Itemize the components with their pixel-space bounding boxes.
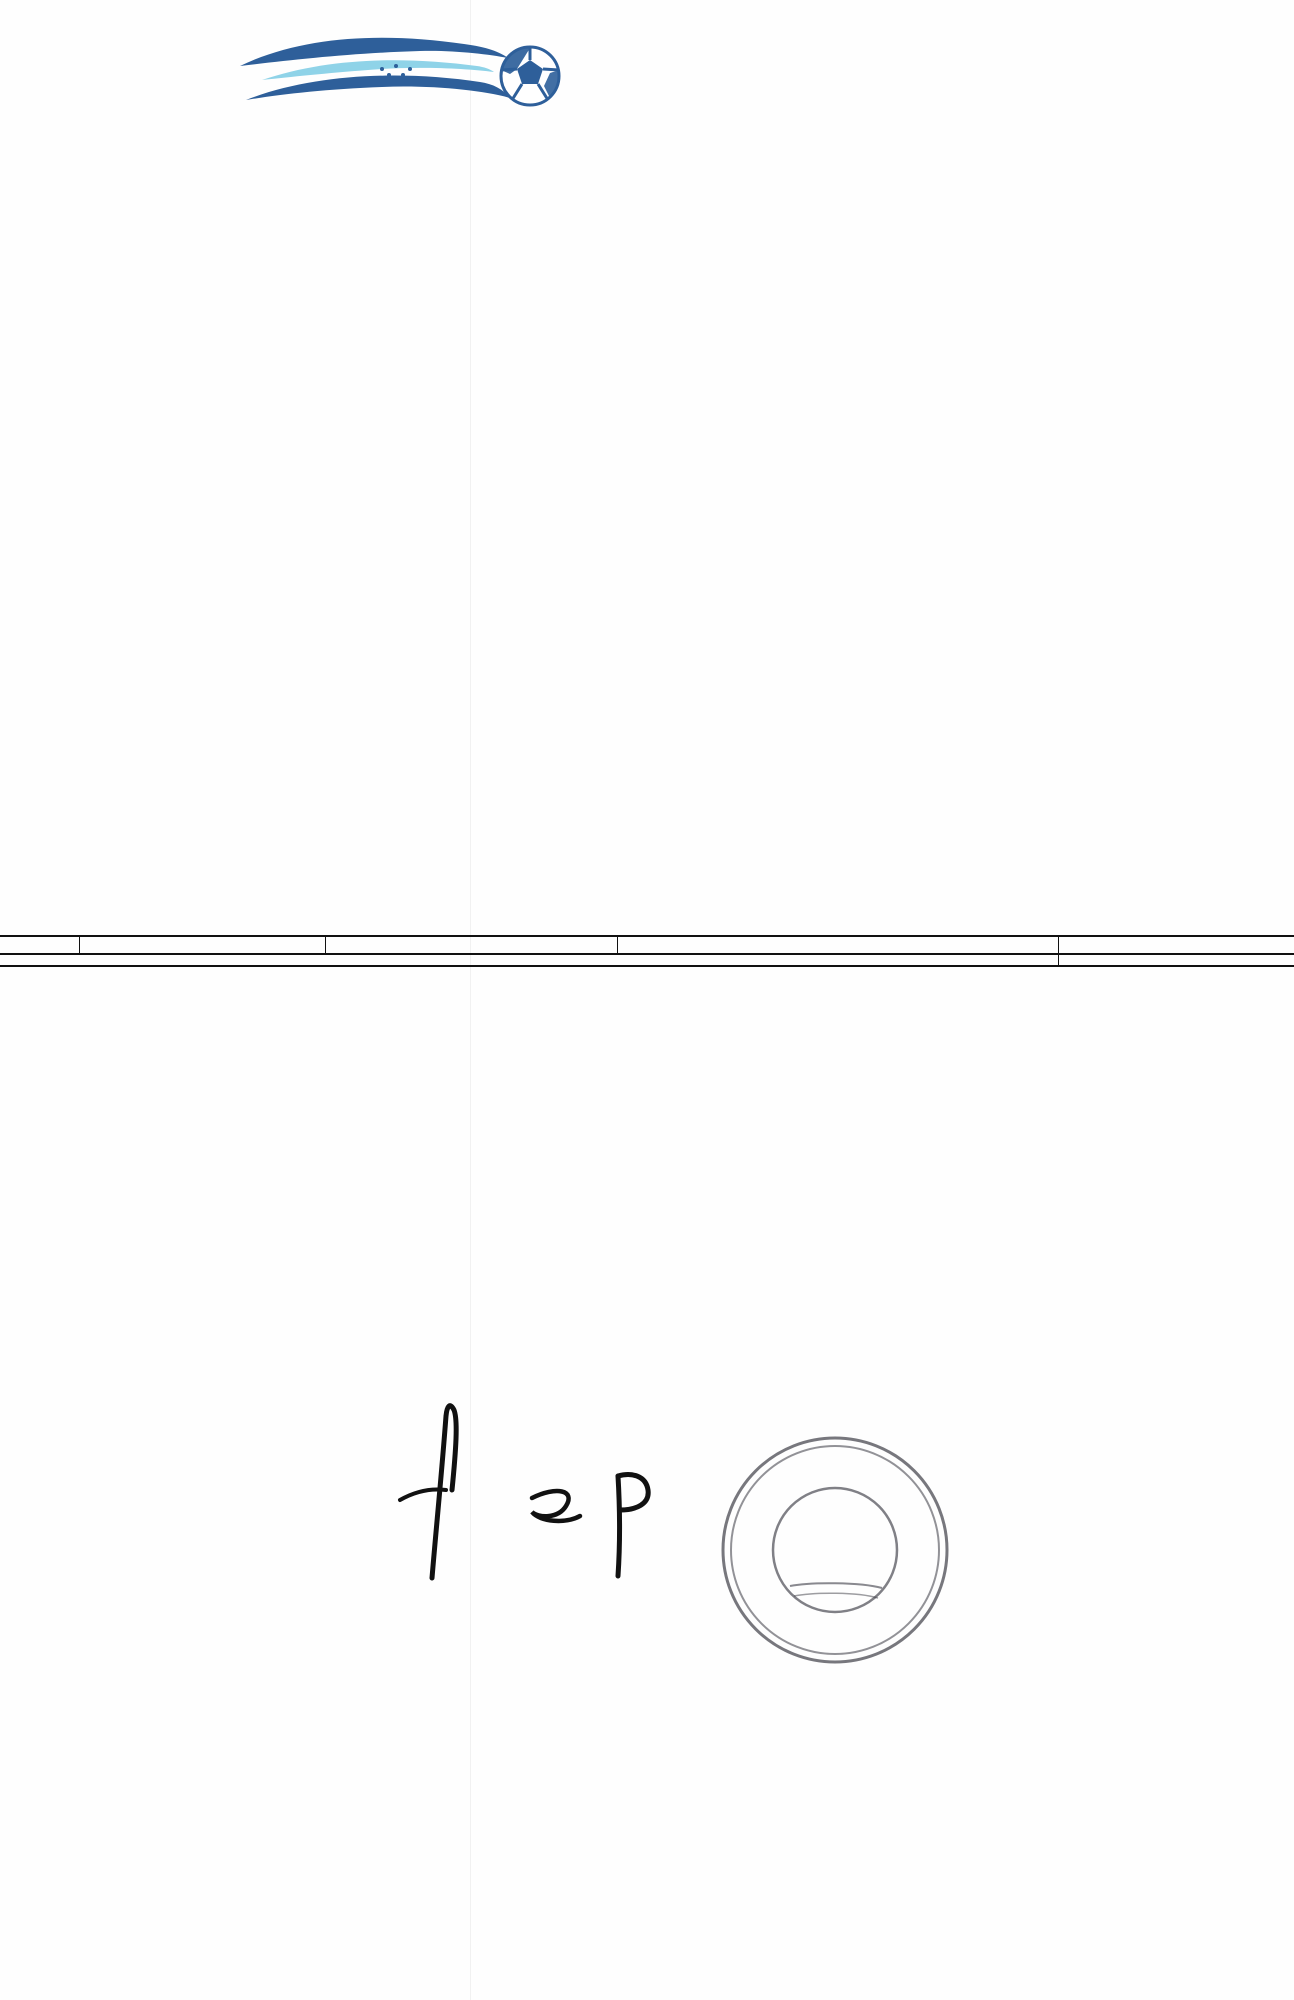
col-header-descripcion — [617, 936, 1058, 954]
total-row — [0, 954, 1294, 966]
scan-seam — [470, 0, 471, 2000]
official-seal-stamp — [690, 1400, 970, 1680]
expenses-table — [0, 935, 1294, 967]
col-header-beneficiario — [325, 936, 617, 954]
table-header-row — [0, 936, 1294, 954]
col-header-oficio — [0, 936, 80, 954]
col-header-lempiras — [1058, 936, 1294, 954]
swoosh-ball-icon — [232, 28, 572, 138]
handwritten-signature — [380, 1380, 710, 1610]
letterhead — [0, 28, 1294, 178]
fenafuth-logo — [232, 28, 872, 178]
col-header-factura — [80, 936, 326, 954]
total-label — [0, 954, 1058, 966]
table-foot — [0, 954, 1294, 966]
table-head — [0, 936, 1294, 954]
expenses-table-wrapper — [0, 935, 1294, 967]
total-amount-cell — [1058, 954, 1294, 966]
